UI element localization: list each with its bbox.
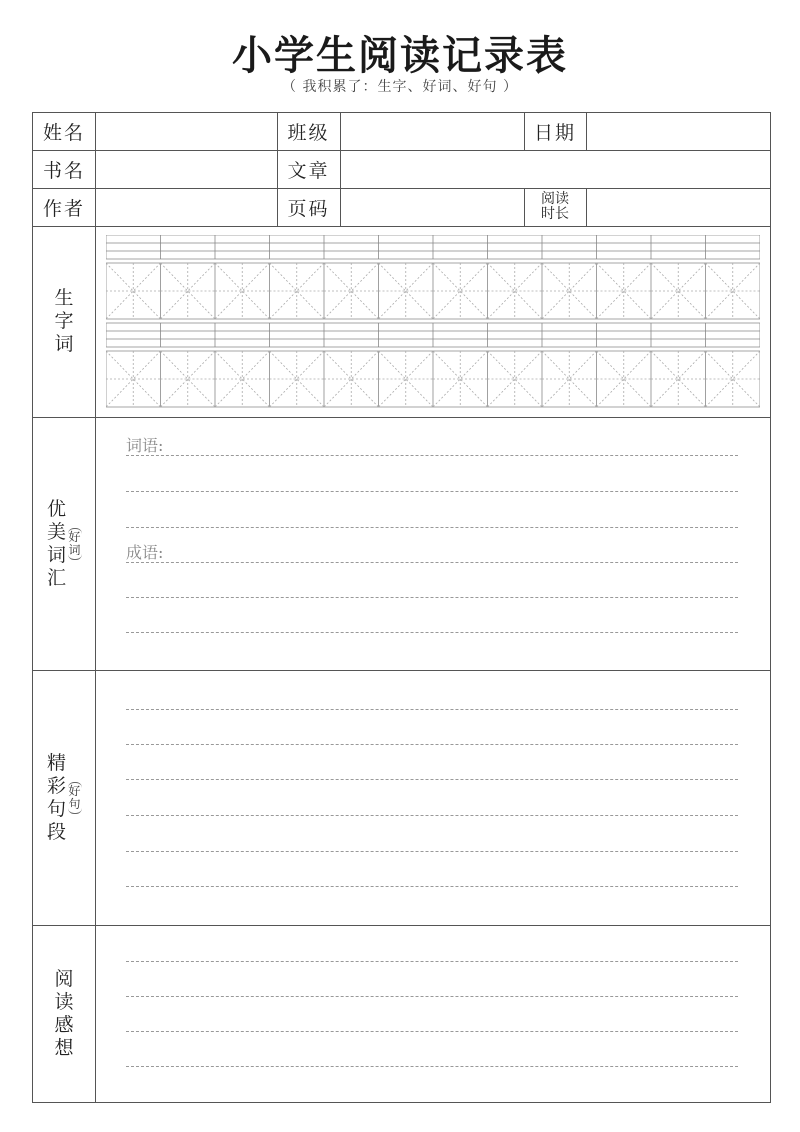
pages-label: 页码 xyxy=(287,197,330,220)
fine-sentences-char: 句 xyxy=(46,797,66,820)
writing-line[interactable] xyxy=(126,562,738,563)
fine-words-section-label xyxy=(33,417,95,670)
new-words-char: 字 xyxy=(54,310,74,332)
name-input-area[interactable] xyxy=(96,113,277,150)
fine-words-char: 汇 xyxy=(46,566,66,589)
reading-time-label-line1: 阅读 xyxy=(541,191,569,207)
new-words-char: 词 xyxy=(54,333,74,355)
reflection-char: 想 xyxy=(54,1036,74,1059)
idioms-line-label: 成语: xyxy=(126,543,164,562)
writing-line[interactable] xyxy=(126,996,738,997)
author-label: 作者 xyxy=(42,197,85,220)
note-char: 句 xyxy=(68,796,81,811)
writing-line[interactable] xyxy=(126,632,738,633)
pages-input-area[interactable] xyxy=(341,189,524,226)
writing-line[interactable] xyxy=(126,851,738,852)
writing-line[interactable] xyxy=(126,597,738,598)
fine-words-char: 优 xyxy=(46,497,66,520)
writing-line[interactable] xyxy=(126,815,738,816)
date-input-area[interactable] xyxy=(587,113,770,150)
writing-line[interactable] xyxy=(126,1031,738,1032)
name-label: 姓名 xyxy=(42,122,85,144)
fine-sentences-section-label xyxy=(33,670,95,925)
fine-sentences-char: 段 xyxy=(46,820,66,843)
row-divider xyxy=(33,226,770,227)
class-label: 班级 xyxy=(287,122,330,144)
book-label: 书名 xyxy=(42,159,85,182)
class-input-area[interactable] xyxy=(341,113,524,150)
reflection-char: 阅 xyxy=(54,967,74,990)
fine-sentences-char: 彩 xyxy=(46,774,66,797)
fine-words-char: 美 xyxy=(46,520,66,543)
row-divider xyxy=(33,925,770,926)
author-input-area[interactable] xyxy=(96,189,277,226)
page-subtitle: （ 我积累了：生字、好词、好句 ） xyxy=(282,79,518,95)
writing-line[interactable] xyxy=(126,744,738,745)
row-divider xyxy=(33,670,770,671)
book-input-area[interactable] xyxy=(96,151,277,188)
fine-words-char: 词 xyxy=(46,543,66,566)
reflection-char: 读 xyxy=(54,990,74,1013)
reading-time-label xyxy=(524,188,586,226)
reading-time-input-area[interactable] xyxy=(587,189,770,226)
note-char: 词 xyxy=(68,542,81,557)
note-char: 好 xyxy=(68,529,81,544)
reading-time-label-line2: 时长 xyxy=(541,206,569,222)
new-words-section-label xyxy=(33,226,95,417)
writing-line[interactable] xyxy=(126,455,738,456)
page-title: 小学生阅读记录表 xyxy=(232,33,568,79)
reading-record-sheet xyxy=(32,112,771,1103)
note-char: 好 xyxy=(68,783,81,798)
writing-line[interactable] xyxy=(126,491,738,492)
row-divider xyxy=(33,417,770,418)
writing-line[interactable] xyxy=(126,886,738,887)
writing-line[interactable] xyxy=(126,779,738,780)
pinyin-tianzige-grid[interactable] xyxy=(106,235,760,409)
article-label: 文章 xyxy=(287,159,330,182)
reflection-char: 感 xyxy=(54,1013,74,1036)
fine-sentences-char: 精 xyxy=(46,751,66,774)
fine-words-note xyxy=(68,528,82,560)
writing-line[interactable] xyxy=(126,527,738,528)
writing-line[interactable] xyxy=(126,1066,738,1067)
reflection-section-label xyxy=(33,925,95,1102)
column-divider xyxy=(95,113,96,1102)
new-words-char: 生 xyxy=(54,287,74,309)
article-input-area[interactable] xyxy=(341,151,770,188)
fine-sentences-note xyxy=(68,782,82,814)
writing-line[interactable] xyxy=(126,961,738,962)
words-line-label: 词语: xyxy=(126,436,164,455)
date-label: 日期 xyxy=(533,122,576,144)
writing-line[interactable] xyxy=(126,709,738,710)
